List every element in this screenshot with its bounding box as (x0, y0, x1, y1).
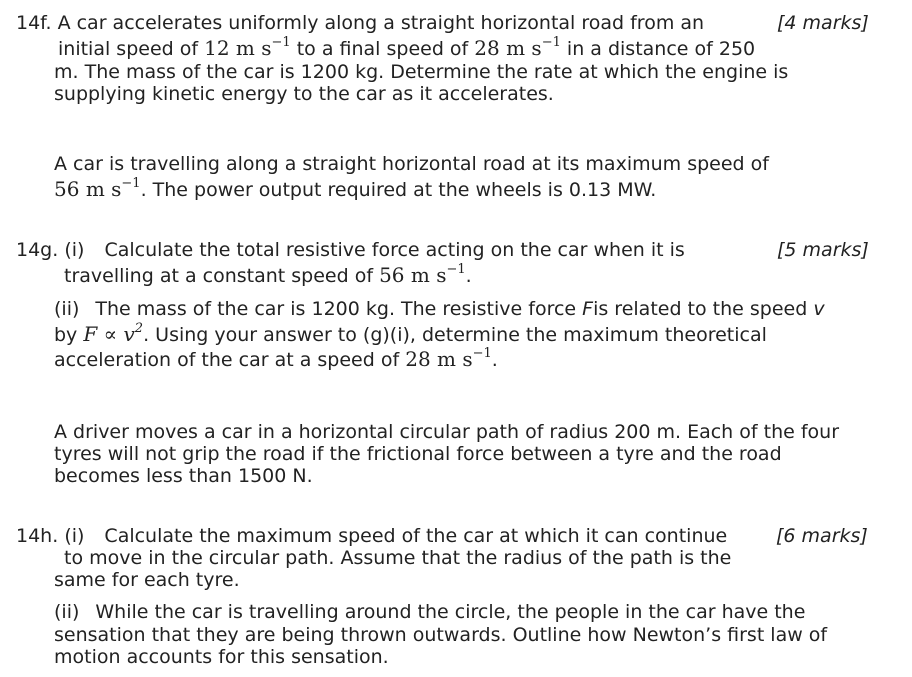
q14f-text-line2a: initial speed of (58, 38, 199, 60)
q14g-ii-period: . (491, 349, 498, 371)
q14g-marks: [5 marks] (777, 239, 869, 261)
q14f-line4: supplying kinetic energy to the car as it accelerates. (54, 83, 554, 105)
q14g-ii-text-line1a: The mass of the car is 1200 kg. The resistive force (95, 298, 577, 320)
q14g-ii-formula: $F \propto v^2$ (83, 321, 144, 346)
q14g-i-line2 (64, 263, 472, 288)
q14g-number: 14g. (16, 239, 59, 261)
context1-line2-text: . The power output required at the wheels is 0.13 MW. (140, 179, 657, 201)
q14f-line2 (58, 36, 755, 61)
q14g-ii-text-line2a: by (54, 324, 78, 346)
q14g-ii-line3 (54, 347, 498, 372)
q14h-i-text-line1: Calculate the maximum speed of the car at which it can continue (104, 525, 728, 547)
q14g-part-ii: (ii) (54, 298, 80, 320)
q14f-final-speed: 28 m $s^{-1}$ (474, 35, 561, 60)
q14f-initial-speed: 12 m $s^{-1}$ (204, 35, 291, 60)
q14g-ii-line1 (54, 297, 825, 321)
q14h-marks: [6 marks] (776, 525, 868, 547)
q14f-line1 (16, 11, 704, 35)
context2-line2: tyres will not grip the road if the frictional force between a tyre and the road (54, 443, 782, 465)
context2-line3: becomes less than 1500 N. (54, 465, 313, 487)
q14g-ii-v: v (813, 298, 825, 320)
q14f-marks: [4 marks] (777, 12, 869, 34)
q14f-line3: m. The mass of the car is 1200 kg. Determine the rate at which the engine is (54, 61, 789, 83)
q14f-text-line2c: in a distance of 250 (566, 38, 756, 60)
q14g-ii-text-line1b: is related to the speed (593, 298, 808, 320)
q14h-number: 14h. (16, 525, 59, 547)
q14g-line1 (16, 238, 685, 262)
q14g-i-speed: 56 m $s^{-1}$ (379, 262, 466, 287)
q14g-i-period: . (465, 265, 472, 287)
q14h-i-line2: to move in the circular path. Assume that the radius of the path is the (64, 547, 732, 569)
q14h-ii-line1 (54, 600, 805, 624)
q14g-ii-speed: 28 m $s^{-1}$ (405, 346, 492, 371)
q14g-ii-text-line3: acceleration of the car at a speed of (54, 349, 400, 371)
q14g-ii-line2 (54, 322, 767, 347)
q14g-ii-text-line2b: . Using your answer to (g)(i), determine the maximum theoretical (143, 324, 767, 346)
q14h-part-i: (i) (64, 525, 85, 547)
context1-max-speed: 56 m $s^{-1}$ (54, 176, 141, 201)
q14f-text-line2b: to a final speed of (296, 38, 469, 60)
q14h-ii-line2: sensation that they are being thrown outwards. Outline how Newton’s first law of (54, 624, 828, 646)
q14h-ii-text-line1: While the car is travelling around the circle, the people in the car have the (95, 601, 806, 623)
q14h-i-line3: same for each tyre. (54, 569, 240, 591)
q14h-part-ii: (ii) (54, 601, 80, 623)
q14f-number: 14f. (16, 12, 52, 34)
q14g-i-text-line1: Calculate the total resistive force acting on the car when it is (104, 239, 685, 261)
q14h-line1 (16, 524, 727, 548)
context1-line2 (54, 177, 656, 202)
q14f-text-line1: A car accelerates uniformly along a straight horizontal road from an (57, 12, 705, 34)
q14h-ii-line3: motion accounts for this sensation. (54, 646, 389, 668)
q14g-ii-F: F (582, 298, 594, 320)
context1-line1: A car is travelling along a straight horizontal road at its maximum speed of (54, 153, 769, 175)
context2-line1: A driver moves a car in a horizontal circular path of radius 200 m. Each of the four (54, 421, 840, 443)
q14g-i-text-line2: travelling at a constant speed of (64, 265, 374, 287)
q14g-part-i: (i) (64, 239, 85, 261)
